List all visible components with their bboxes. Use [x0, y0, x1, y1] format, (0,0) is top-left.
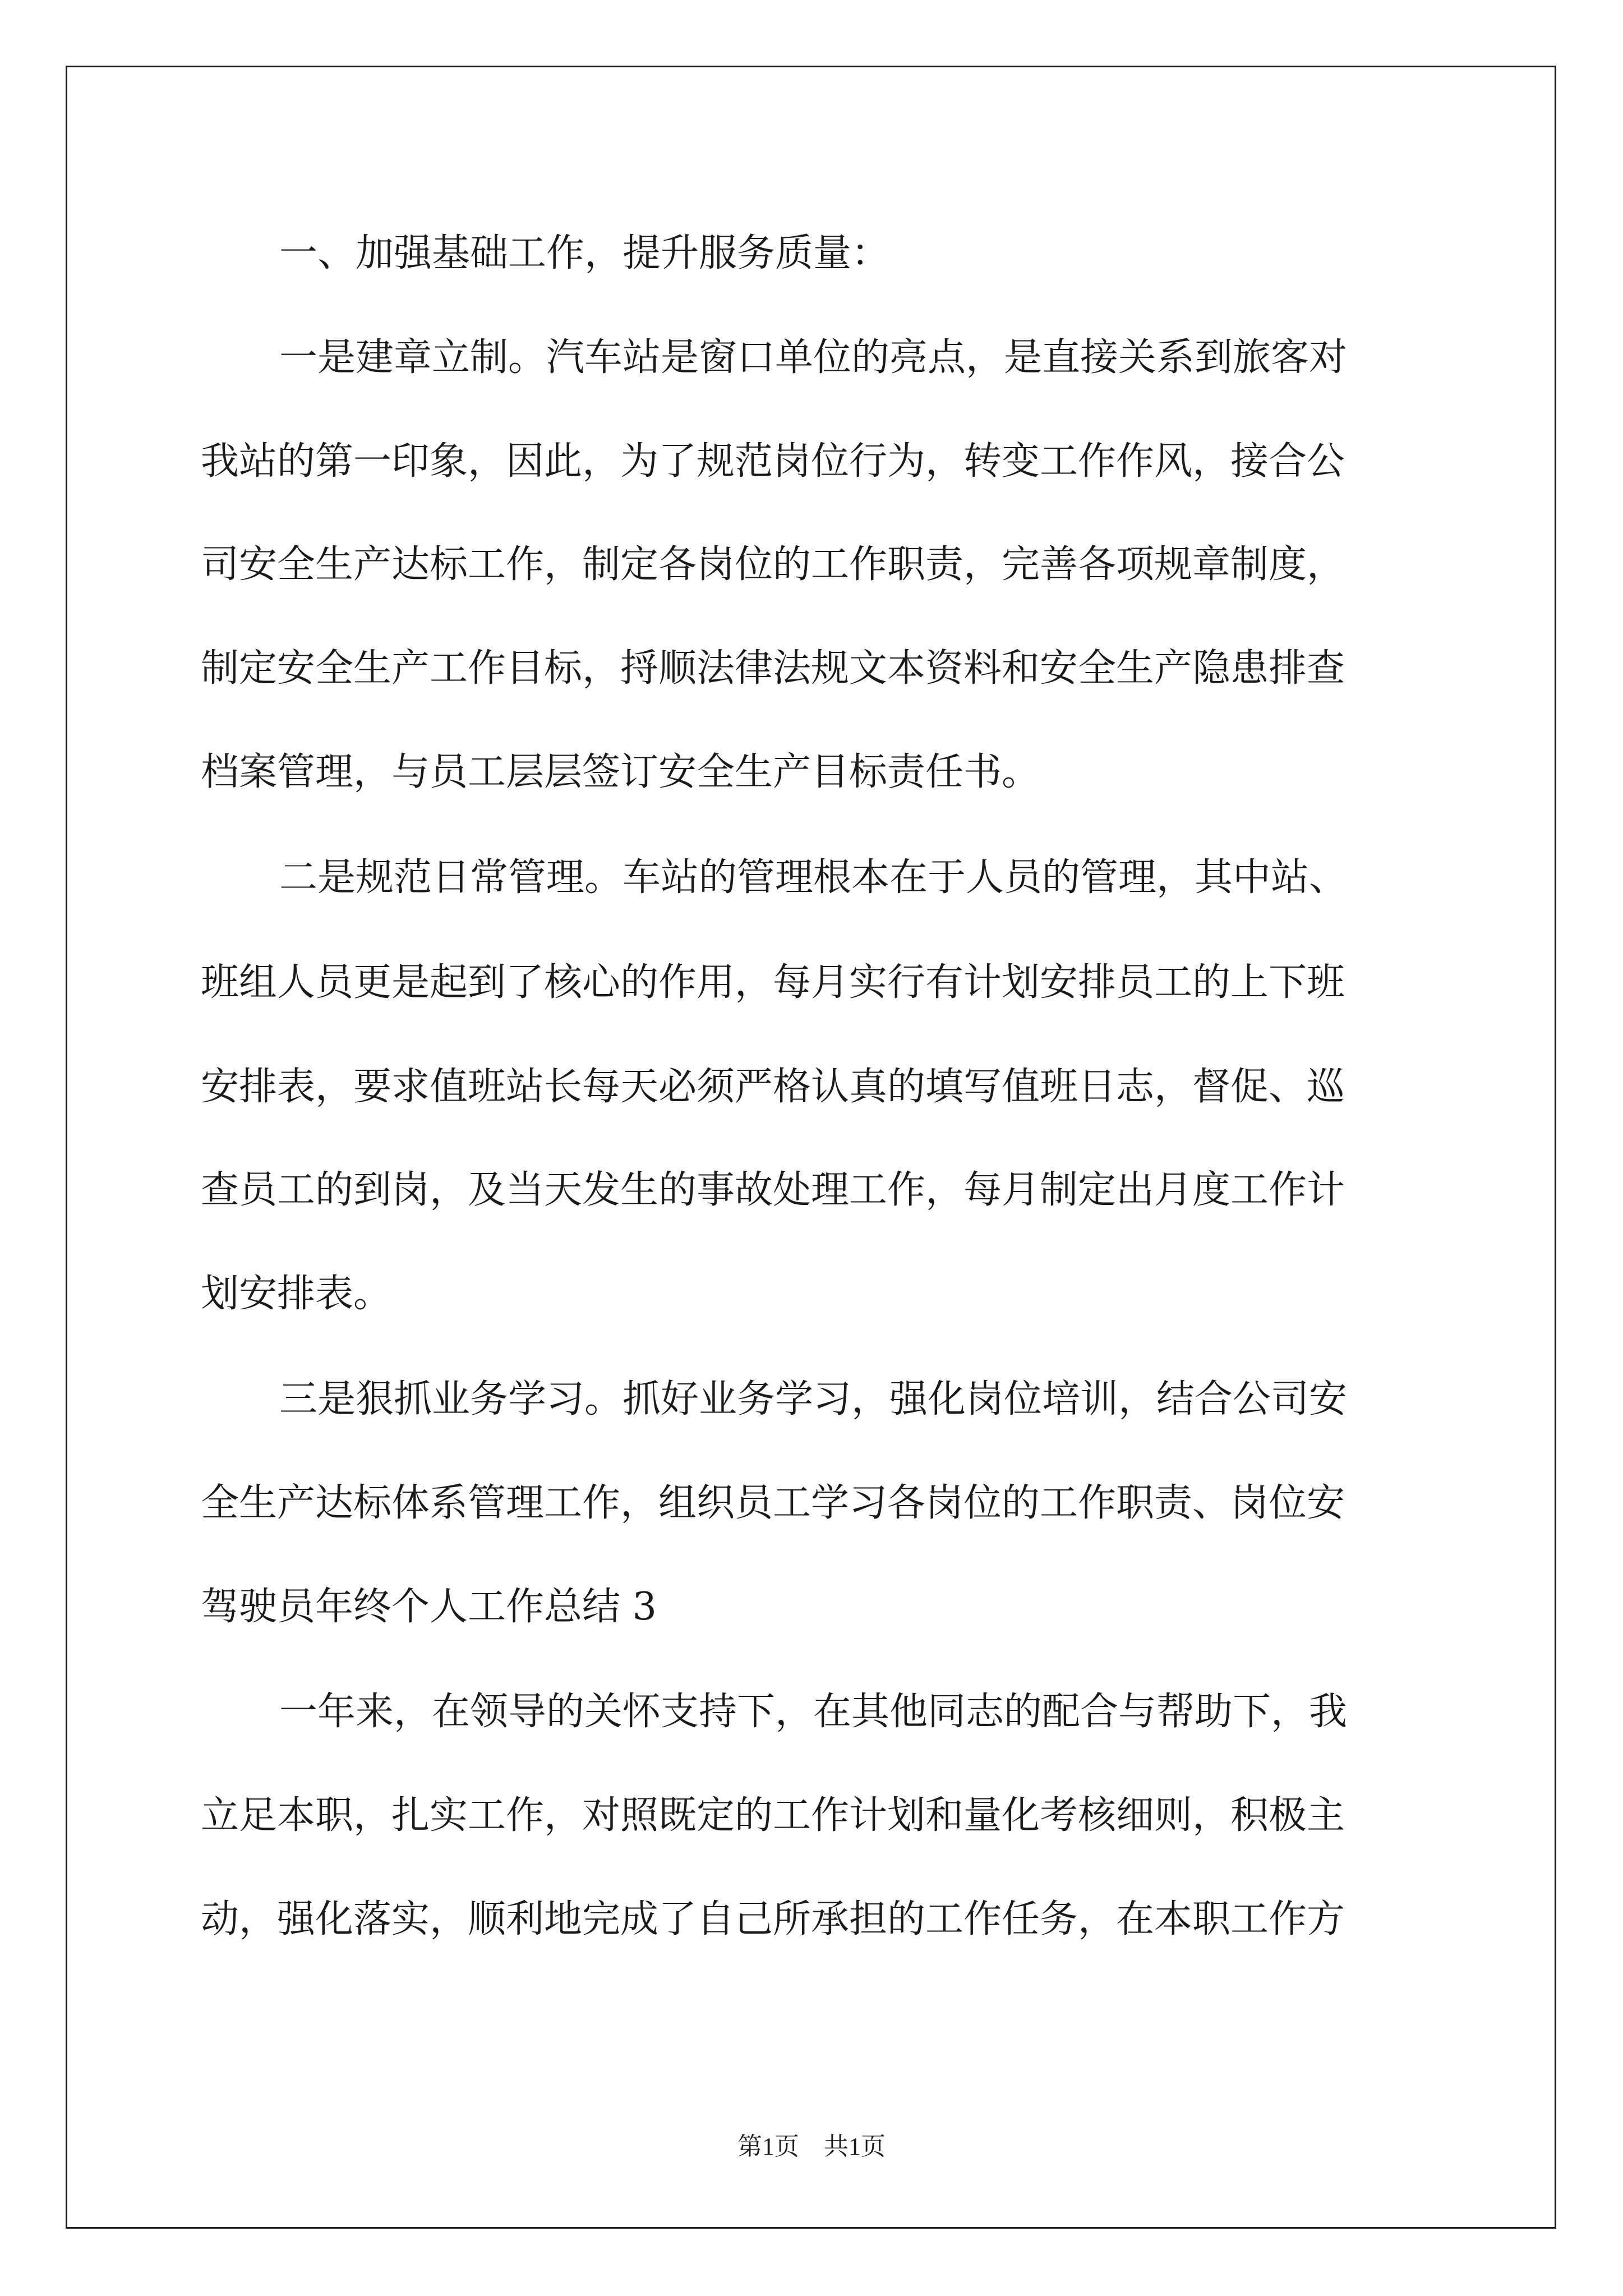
- paragraph-line: 班组人员更是起到了核心的作用，每月实行有计划安排员工的上下班: [201, 960, 1345, 1005]
- paragraph-line: 一年来，在领导的关怀支持下，在其他同志的配合与帮助下，我: [279, 1690, 1348, 1734]
- paragraph-line: 二是规范日常管理。车站的管理根本在于人员的管理，其中站、: [279, 855, 1348, 900]
- paragraph-line: 动，强化落实，顺利地完成了自己所承担的工作任务，在本职工作方: [201, 1897, 1345, 1941]
- paragraph-line: 档案管理，与员工层层签订安全生产目标责任书。: [201, 750, 1040, 794]
- paragraph-line: 一是建章立制。汽车站是窗口单位的亮点，是直接关系到旅客对: [279, 335, 1348, 380]
- paragraph-line: 安排表，要求值班站长每天必须严格认真的填写值班日志，督促、巡: [201, 1065, 1345, 1109]
- paragraph-line: 查员工的到岗，及当天发生的事故处理工作，每月制定出月度工作计: [201, 1168, 1345, 1212]
- section-heading: 一、加强基础工作，提升服务质量：: [279, 231, 890, 275]
- paragraph-line: 全生产达标体系管理工作，组织员工学习各岗位的工作职责、岗位安: [201, 1481, 1345, 1525]
- paragraph-line: 三是狠抓业务学习。抓好业务学习，强化岗位培训，结合公司安: [279, 1377, 1348, 1421]
- paragraph-line: 我站的第一印象，因此，为了规范岗位行为，转变工作作风，接合公: [201, 439, 1345, 484]
- paragraph-line: 制定安全生产工作目标，捋顺法律法规文本资料和安全生产隐患排查: [201, 646, 1345, 691]
- section-title: 驾驶员年终个人工作总结 3: [201, 1585, 657, 1629]
- paragraph-line: 立足本职，扎实工作，对照既定的工作计划和量化考核细则，积极主: [201, 1793, 1345, 1838]
- paragraph-line: 划安排表。: [201, 1272, 392, 1316]
- paragraph-line: 司安全生产达标工作，制定各岗位的工作职责，完善各项规章制度，: [201, 542, 1345, 587]
- page-number-footer: 第1页 共1页: [737, 2133, 886, 2160]
